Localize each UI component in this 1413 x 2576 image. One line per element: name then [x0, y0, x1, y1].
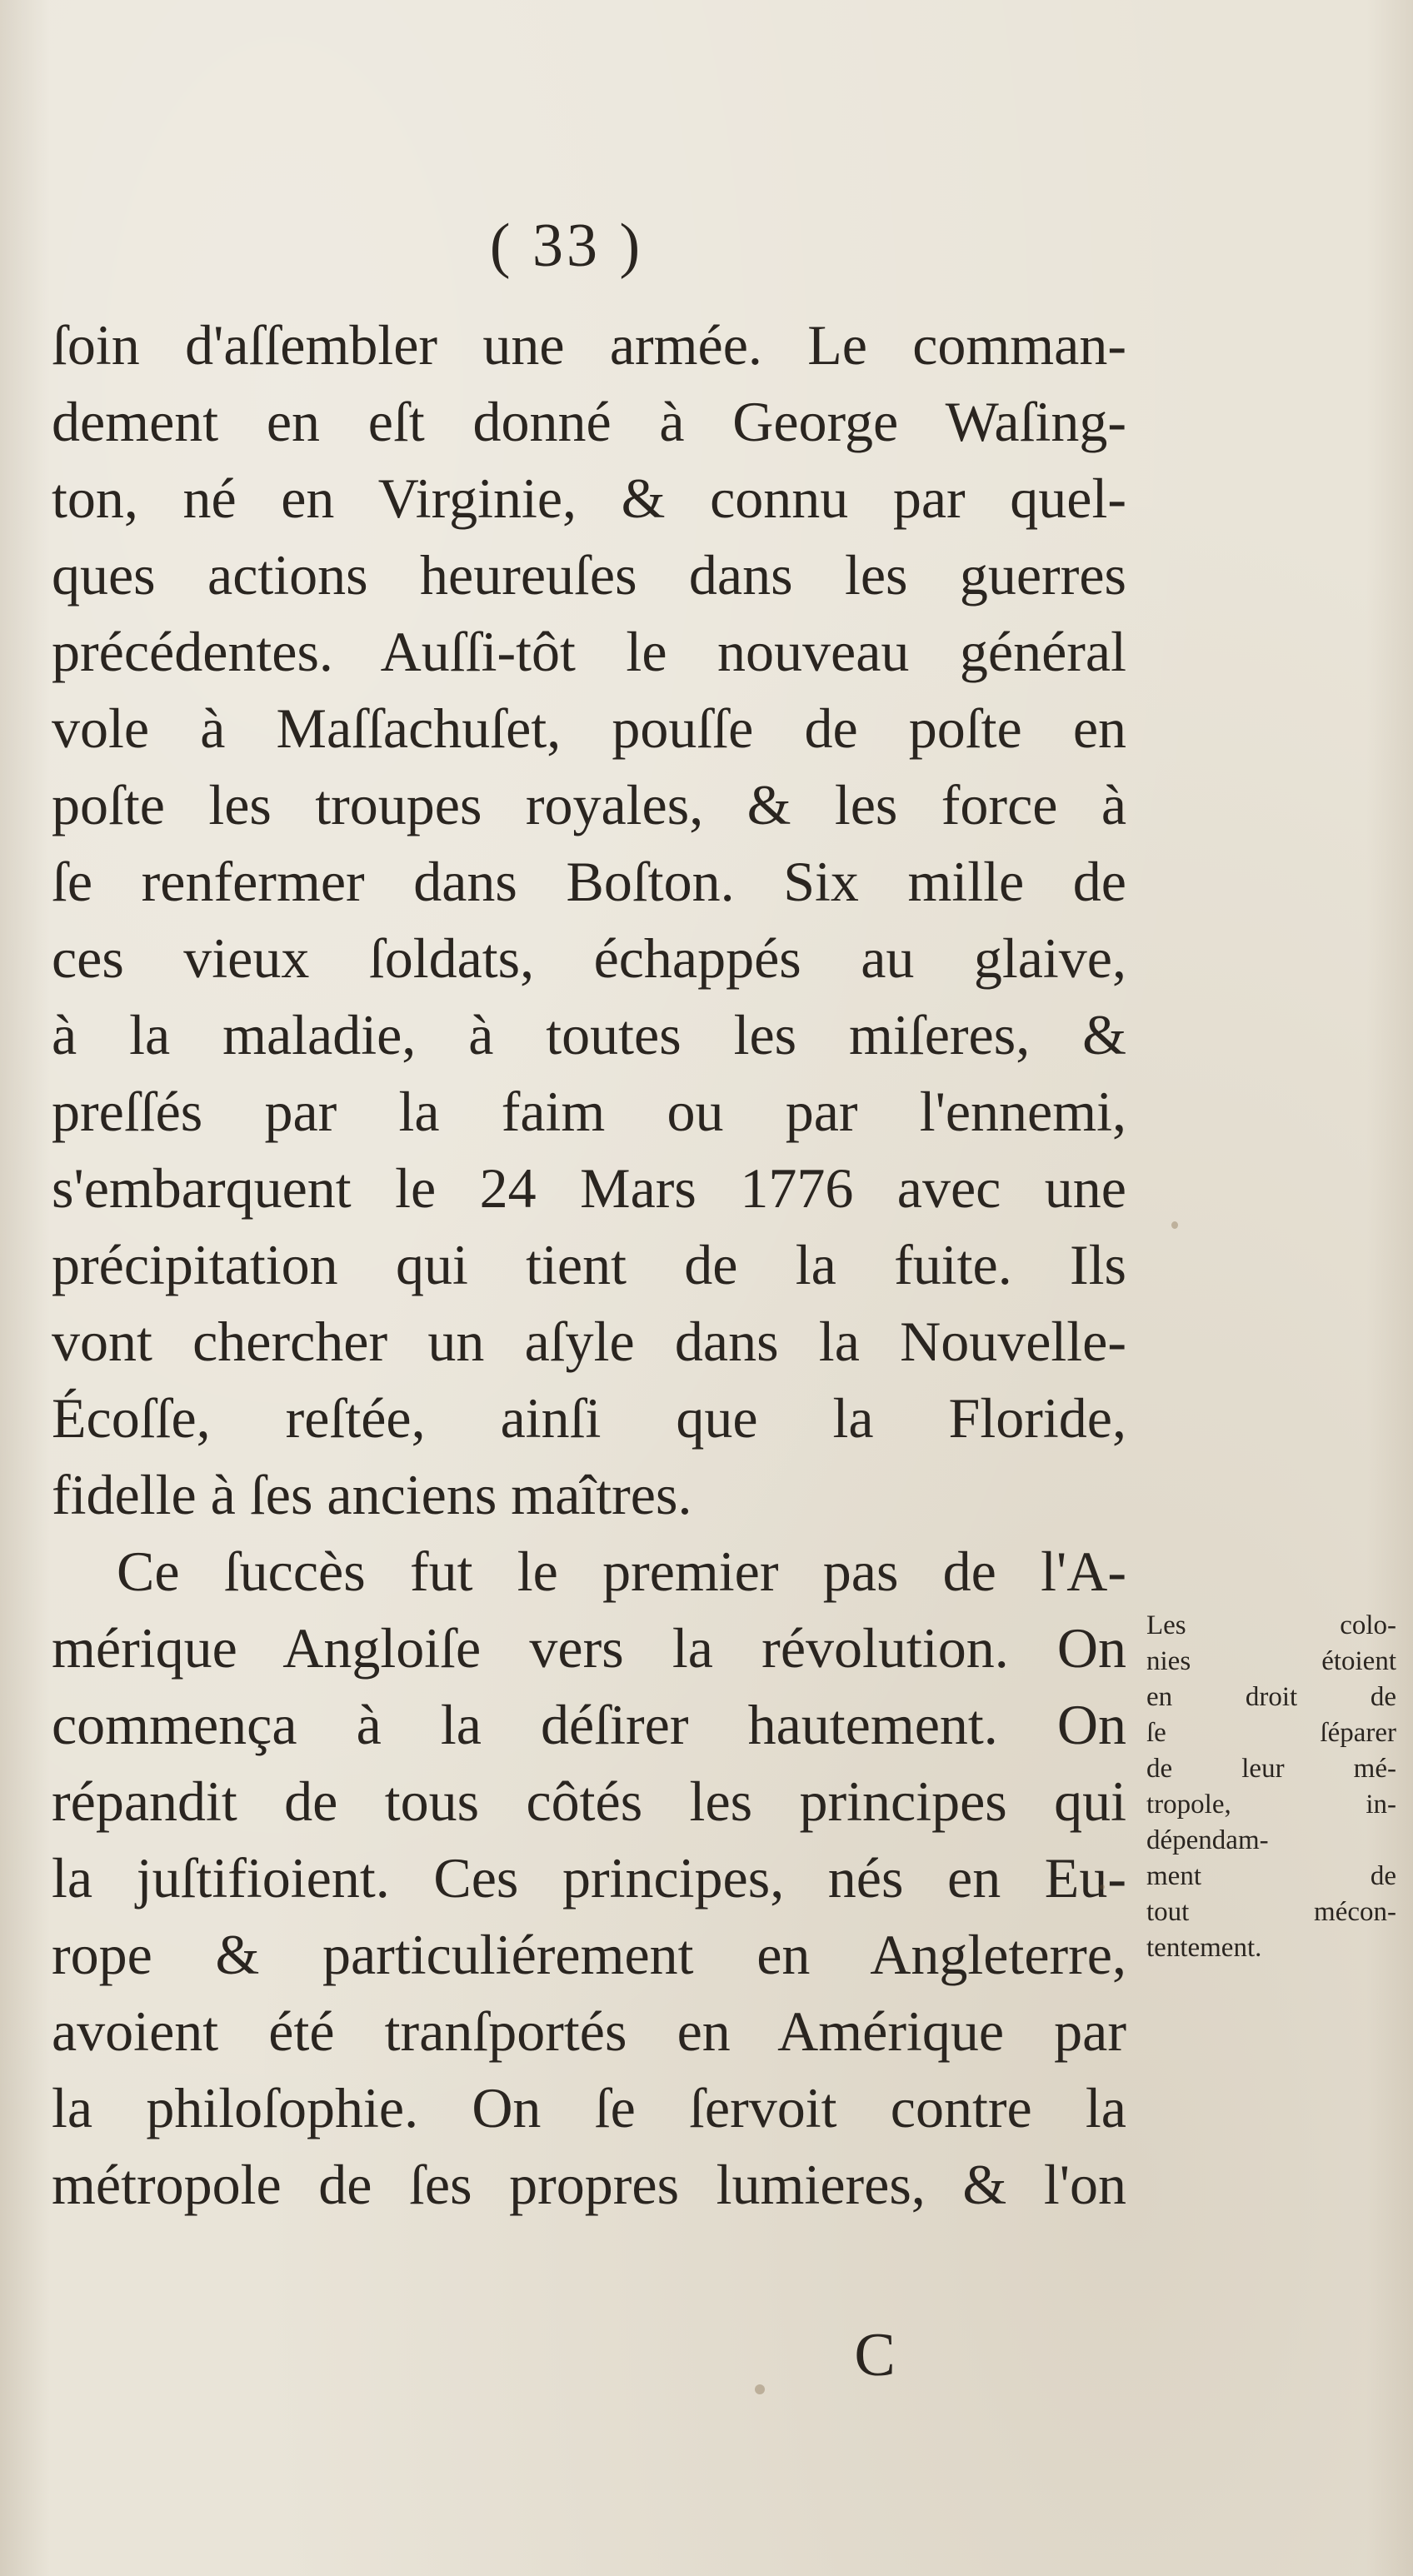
text-line: Écoſſe, reſtée, ainſi que la Floride,: [52, 1386, 1126, 1450]
margin-note-line: tout mécon-: [1146, 1897, 1396, 1927]
text-line: mérique Angloiſe vers la révolution. On: [52, 1616, 1126, 1680]
margin-note-line: de leur mé-: [1146, 1754, 1396, 1784]
margin-note-line: en droit de: [1146, 1682, 1396, 1712]
margin-note-line: ſe ſéparer: [1146, 1718, 1396, 1748]
margin-note-line: tropole, in-: [1146, 1790, 1396, 1820]
text-line: avoient été tranſportés en Amérique par: [52, 1999, 1126, 2063]
text-line: preſſés par la faim ou par l'ennemi,: [52, 1080, 1126, 1143]
main-text-block: [52, 307, 1126, 2223]
paragraph-end-line: fidelle à ſes anciens maîtres.: [52, 1463, 692, 1526]
text-line: ques actions heureuſes dans les guerres: [52, 543, 1126, 607]
text-line: à la maladie, à toutes les miſeres, &: [52, 1003, 1126, 1066]
marginal-note: [1146, 1608, 1396, 1966]
text-line: s'embarquent le 24 Mars 1776 avec une: [52, 1156, 1126, 1220]
text-line: précipitation qui tient de la fuite. Ils: [52, 1233, 1126, 1296]
paper-spot: [1171, 1221, 1178, 1229]
signature-mark: C: [854, 2321, 896, 2389]
text-line: rope & particuliérement en Angleterre,: [52, 1923, 1126, 1986]
margin-note-line: ment de: [1146, 1861, 1396, 1891]
text-line: répandit de tous côtés les principes qui: [52, 1770, 1126, 1833]
text-line: commença à la déſirer hautement. On: [52, 1693, 1126, 1756]
text-line: métropole de ſes propres lumieres, & l'on: [52, 2153, 1126, 2216]
margin-note-line: Les colo-: [1146, 1610, 1396, 1640]
paragraph-start-line: Ce ſuccès fut le premier pas de l'A-: [117, 1540, 1126, 1603]
margin-note-line: nies étoient: [1146, 1646, 1396, 1676]
text-line: précédentes. Auſſi-tôt le nouveau général: [52, 620, 1126, 683]
text-line: ces vieux ſoldats, échappés au glaive,: [52, 926, 1126, 990]
text-line: la philoſophie. On ſe ſervoit contre la: [52, 2076, 1126, 2139]
paper-spot: [755, 2384, 765, 2394]
margin-note-line: dépendam-: [1146, 1825, 1269, 1855]
paper-spot: [1100, 1885, 1105, 1890]
text-line: la juſtifioient. Ces principes, nés en Eu-: [52, 1846, 1126, 1910]
text-line: vont chercher un aſyle dans la Nouvelle-: [52, 1310, 1126, 1373]
text-line: ton, né en Virginie, & connu par quel-: [52, 467, 1126, 530]
page-number: ( 33 ): [489, 212, 644, 280]
text-line: poſte les troupes royales, & les force à: [52, 773, 1126, 836]
margin-note-line: tentement.: [1146, 1933, 1262, 1963]
text-line: vole à Maſſachuſet, pouſſe de poſte en: [52, 696, 1126, 760]
text-line: ſoin d'aſſembler une armée. Le comman-: [52, 313, 1126, 377]
text-line: ſe renfermer dans Boſton. Six mille de: [52, 850, 1126, 913]
text-line: dement en eſt donné à George Waſing-: [52, 390, 1126, 453]
